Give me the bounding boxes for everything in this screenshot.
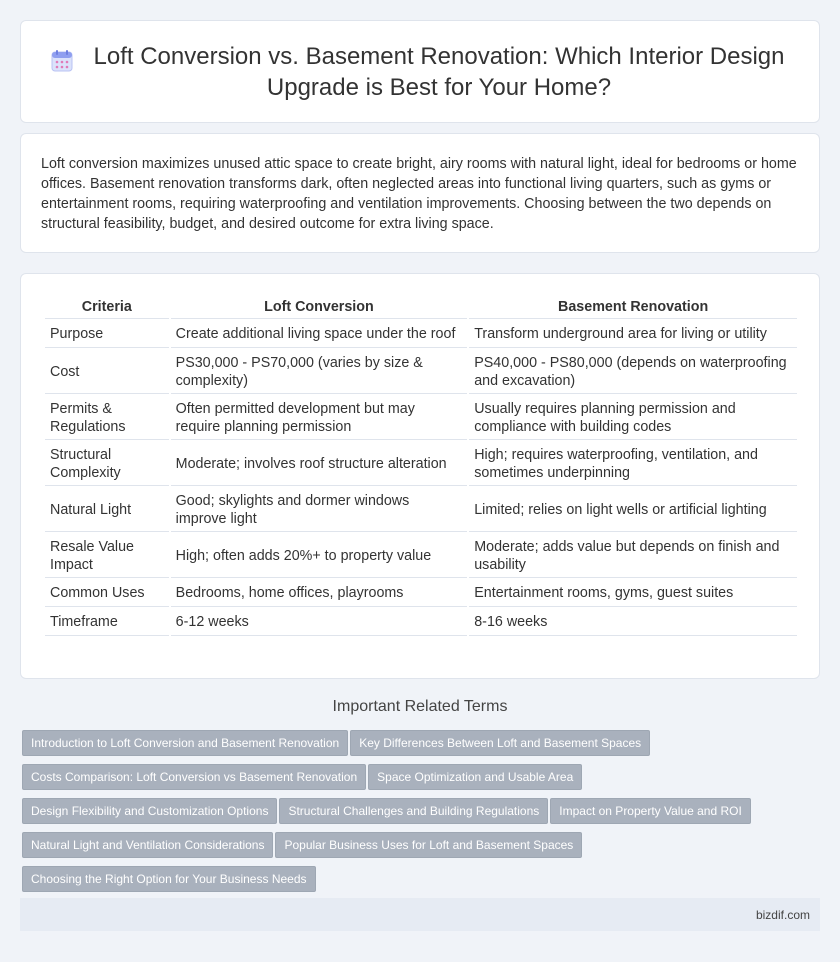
criteria-cell: Common Uses <box>45 580 169 607</box>
loft-cell: High; often adds 20%+ to property value <box>171 534 468 578</box>
basement-cell: Moderate; adds value but depends on finish and usability <box>469 534 797 578</box>
related-term-tag[interactable]: Choosing the Right Option for Your Business Needs <box>22 866 316 892</box>
title-wrap <box>50 41 790 103</box>
table-row <box>45 350 797 394</box>
related-term-tag[interactable]: Impact on Property Value and ROI <box>550 798 751 824</box>
criteria-cell: Resale Value Impact <box>45 534 169 578</box>
basement-cell: 8-16 weeks <box>469 609 797 636</box>
related-term-tag[interactable]: Space Optimization and Usable Area <box>368 764 582 790</box>
related-term-tag[interactable]: Popular Business Uses for Loft and Basement Spaces <box>275 832 582 858</box>
table-row <box>45 442 797 486</box>
basement-cell: Transform underground area for living or utility <box>469 321 797 348</box>
header-loft: Loft Conversion <box>171 296 468 319</box>
related-term-tag[interactable]: Introduction to Loft Conversion and Basement Renovation <box>22 730 348 756</box>
title-card <box>20 20 820 123</box>
header-criteria: Criteria <box>45 296 169 319</box>
table-row <box>45 396 797 440</box>
criteria-cell: Structural Complexity <box>45 442 169 486</box>
table-row <box>45 488 797 532</box>
loft-cell: 6-12 weeks <box>171 609 468 636</box>
related-term-tag[interactable]: Key Differences Between Loft and Basement Spaces <box>350 730 650 756</box>
basement-cell: Entertainment rooms, gyms, guest suites <box>469 580 797 607</box>
basement-cell: High; requires waterproofing, ventilation, and sometimes underpinning <box>469 442 797 486</box>
table-row <box>45 580 797 607</box>
loft-cell: Good; skylights and dormer windows improve light <box>171 488 468 532</box>
criteria-cell: Cost <box>45 350 169 394</box>
loft-cell: Moderate; involves roof structure alteration <box>171 442 468 486</box>
calendar-icon <box>50 49 74 73</box>
header-basement: Basement Renovation <box>469 296 797 319</box>
table-row <box>45 321 797 348</box>
intro-card <box>20 133 820 253</box>
criteria-cell: Purpose <box>45 321 169 348</box>
related-terms-heading: Important Related Terms <box>332 698 508 715</box>
basement-cell: Usually requires planning permission and compliance with building codes <box>469 396 797 440</box>
related-term-tag[interactable]: Structural Challenges and Building Regulations <box>279 798 548 824</box>
criteria-cell: Timeframe <box>45 609 169 636</box>
intro-paragraph: Loft conversion maximizes unused attic space to create bright, airy rooms with natural light, ideal for bedrooms or home offices. Basement renovation transforms dark, often neglected areas into functional living quarters, such as gyms or entertainment rooms, requiring waterproofing and ventilation improvements. Choosing between the two depends on structural feasibility, budget, and desired outcome for extra living space. <box>41 156 797 232</box>
loft-cell: Often permitted development but may require planning permission <box>171 396 468 440</box>
comparison-table <box>43 294 799 638</box>
basement-cell: Limited; relies on light wells or artificial lighting <box>469 488 797 532</box>
related-terms-list <box>22 730 822 900</box>
criteria-cell: Natural Light <box>45 488 169 532</box>
loft-cell: PS30,000 - PS70,000 (varies by size & complexity) <box>171 350 468 394</box>
criteria-cell: Permits & Regulations <box>45 396 169 440</box>
basement-cell: PS40,000 - PS80,000 (depends on waterproofing and excavation) <box>469 350 797 394</box>
loft-cell: Create additional living space under the roof <box>171 321 468 348</box>
table-header-row <box>45 296 797 319</box>
comparison-card <box>20 273 820 679</box>
related-term-tag[interactable]: Costs Comparison: Loft Conversion vs Basement Renovation <box>22 764 366 790</box>
page-title: Loft Conversion vs. Basement Renovation: Which Interior Design Upgrade is Best for Your Home? <box>93 42 785 101</box>
footer-brand-link[interactable]: bizdif.com <box>755 908 810 922</box>
footer <box>20 898 820 931</box>
table-row <box>45 534 797 578</box>
related-term-tag[interactable]: Natural Light and Ventilation Considerations <box>22 832 273 858</box>
loft-cell: Bedrooms, home offices, playrooms <box>171 580 468 607</box>
table-row <box>45 609 797 636</box>
related-term-tag[interactable]: Design Flexibility and Customization Options <box>22 798 277 824</box>
